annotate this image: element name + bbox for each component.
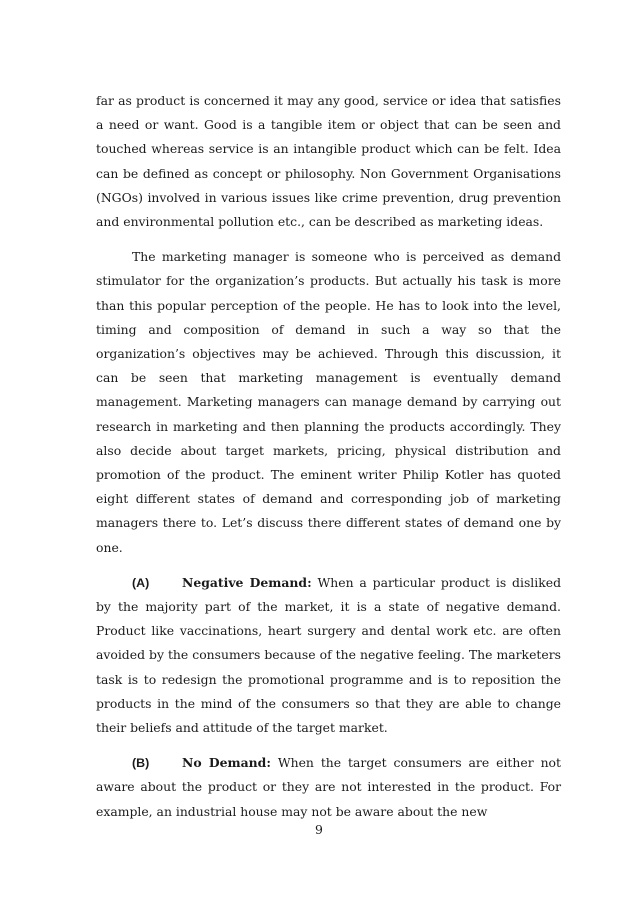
section-heading-negative-demand: Negative Demand:: [182, 574, 312, 590]
section-negative-demand: [96, 571, 561, 740]
paragraph-marketing-manager: The marketing manager is someone who is perceived as demand stimulator for the organization’s products. But actually his task is more than this popular perception of the people. He has to look into the level, timing and composition of demand in such a way so that the organization’s objectives may be achieved. Through this discussion, it can be seen that marketing management is eventually demand management. Marketing managers can manage demand by carrying out research in marketing and then planning the products accordingly. They also decide about target markets, pricing, physical distribution and promotion of the product. The eminent writer Philip Kotler has quoted eight different states of demand and corresponding job of marketing managers there to. Let’s discuss there different states of demand one by one.: [96, 249, 561, 555]
section-label-a: (A): [132, 575, 150, 590]
paragraph-product-definition: far as product is concerned it may any good, service or idea that satisfies a need or want. Good is a tangible item or object that can be seen and touched whereas service is an intangible product which can be felt. Idea can be defined as concept or philosophy. Non Government Organisations (NGOs) involved in various issues like crime prevention, drug prevention and environmental pollution etc., can be described as marketing ideas.: [96, 93, 561, 230]
section-label-b: (B): [132, 756, 150, 771]
section-text-negative-demand: When a particular product is disliked by the majority part of the market, it is a state of negative demand. Product like vaccinations, heart surgery and dental work etc. are often avoided by the consumers because of the negative feeling. The marketers task is to redesign the promotional programme and is to reposition the products in the mind of the consumers so that they are able to change their beliefs and attitude of the target market.: [96, 574, 562, 736]
page-number: 9: [315, 822, 323, 837]
page-body: [96, 89, 561, 835]
section-no-demand: [96, 751, 561, 824]
section-heading-no-demand: No Demand:: [182, 755, 271, 771]
section-text-no-demand: When the target consumers are either not aware about the product or they are not interested in the product. For example, an industrial house may not be aware about the new: [96, 755, 561, 819]
